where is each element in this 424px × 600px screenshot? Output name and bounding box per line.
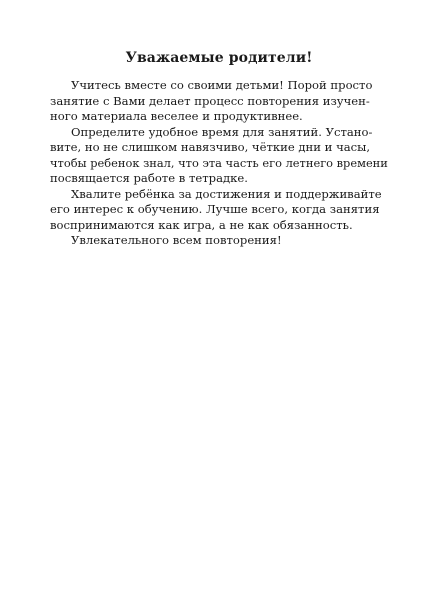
- paragraph-1: [50, 78, 388, 125]
- paragraph-line: посвящается работе в тетрадке.: [50, 171, 248, 185]
- paragraph-4: [50, 233, 388, 249]
- paragraph-line: его интерес к обучению. Лучше всего, когда занятия: [50, 202, 380, 216]
- paragraph-line: Определите удобное время для занятий. Устано-: [71, 124, 373, 139]
- paragraph-line: Хвалите ребёнка за достижения и поддерживайте: [71, 186, 382, 201]
- paragraph-line: Учитесь вместе со своими детьми! Порой просто: [71, 78, 373, 92]
- paragraph-line: Увлекательного всем повторения!: [71, 233, 282, 247]
- paragraph-line: занятие с Вами делает процесс повторения изучен-: [50, 93, 370, 108]
- page-title: Уважаемые родители!: [125, 50, 313, 66]
- paragraph-3: [50, 187, 388, 234]
- paragraph-2: [50, 125, 388, 187]
- paragraph-line: ного материала веселее и продуктивнее.: [50, 109, 303, 123]
- paragraph-line: воспринимаются как игра, а не как обязанность.: [50, 217, 353, 232]
- document-content: [50, 50, 388, 249]
- paragraph-line: чтобы ребенок знал, что эта часть его летнего времени: [50, 155, 388, 170]
- paragraph-line: вите, но не слишком навязчиво, чёткие дни и часы,: [50, 140, 371, 154]
